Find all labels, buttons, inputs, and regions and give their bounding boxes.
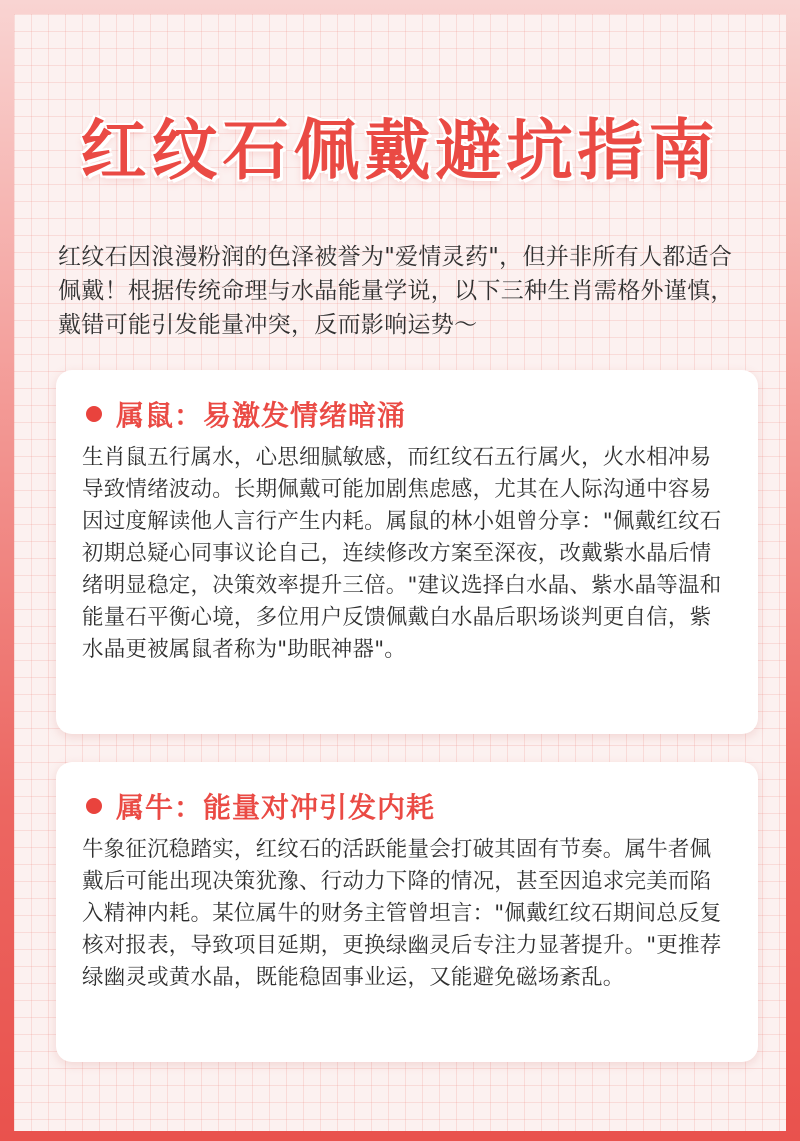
intro-paragraph: 红纹石因浪漫粉润的色泽被誉为"爱情灵药"，但并非所有人都适合佩戴！根据传统命理与水晶能量学说，以下三种生肖需格外谨慎，戴错可能引发能量冲突，反而影响运势～ bbox=[58, 244, 734, 338]
section-header bbox=[82, 392, 732, 436]
section-body: 生肖鼠五行属水，心思细腻敏感，而红纹石五行属火，火水相冲易导致情绪波动。长期佩戴可能加剧焦虑感，尤其在人际沟通中容易因过度解读他人言行产生内耗。属鼠的林小姐曾分享："佩戴红纹石初期总疑心同事议论自己，连续修改方案至深夜，改戴紫水晶后情绪明显稳定，决策效率提升三倍。"建议选择白水晶、紫水晶等温和能量石平衡心境，多位用户反馈佩戴白水晶后职场谈判更自信，紫水晶更被属鼠者称为"助眠神器"。 bbox=[82, 445, 722, 662]
page-title: 红纹石佩戴避坑指南 bbox=[80, 112, 720, 189]
section-heading: 属牛：能量对冲引发内耗 bbox=[116, 791, 436, 824]
section-card-rat bbox=[56, 370, 758, 734]
grid-paper-background bbox=[14, 14, 786, 1131]
section-header bbox=[82, 784, 732, 828]
bullet-dot-icon bbox=[86, 406, 102, 422]
section-body: 牛象征沉稳踏实，红纹石的活跃能量会打破其固有节奏。属牛者佩戴后可能出现决策犹豫、行动力下降的情况，甚至因追求完美而陷入精神内耗。某位属牛的财务主管曾坦言："佩戴红纹石期间总反复核对报表，导致项目延期，更换绿幽灵后专注力显著提升。"更推荐绿幽灵或黄水晶，既能稳固事业运，又能避免磁场紊乱。 bbox=[82, 837, 722, 990]
section-heading: 属鼠：易激发情绪暗涌 bbox=[116, 399, 407, 432]
section-card-ox bbox=[56, 762, 758, 1062]
bullet-dot-icon bbox=[86, 798, 102, 814]
